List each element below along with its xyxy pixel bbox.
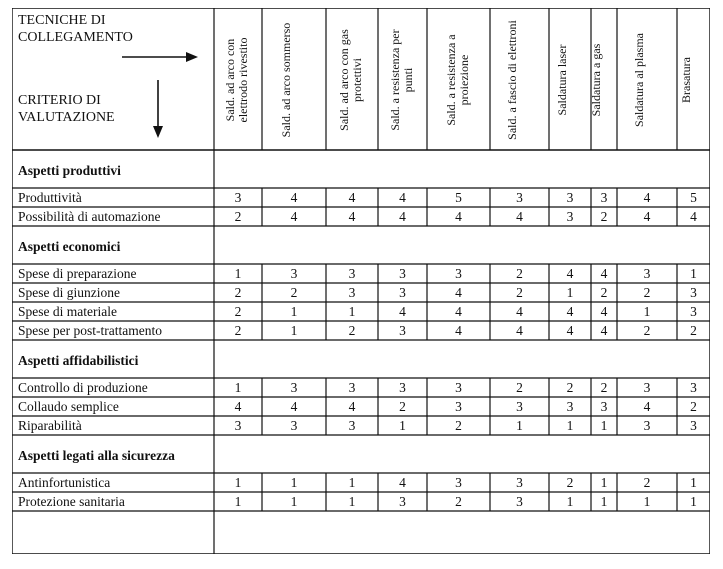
table-cell: 1 [234,475,242,490]
table-cell: 2 [643,323,651,338]
table-cell: 1 [643,494,651,509]
row-label: Spese di materiale [18,304,117,319]
table-cell: 4 [566,266,574,281]
table-cell: 3 [348,285,356,300]
table-cell: 4 [348,190,356,205]
table-cell: 5 [690,190,697,205]
table-cell: 3 [566,399,574,414]
table-cell: 1 [566,418,574,433]
table-cell: 2 [234,209,242,224]
row-label: Protezione sanitaria [18,494,125,509]
table-cell: 2 [399,399,406,414]
right-arrow-icon [122,50,198,64]
table-cell: 1 [690,266,697,281]
table-cell: 3 [290,418,298,433]
down-arrow-icon [151,80,165,138]
table-cell: 4 [516,323,523,338]
table-cell: 2 [600,209,608,224]
table-cell: 3 [455,475,462,490]
row-label: Controllo di produzione [18,380,148,395]
table-cell: 2 [643,475,651,490]
section-title: Aspetti economici [18,239,121,254]
column-header: Sald. a resistenza per punti [387,29,415,131]
row-label: Produttività [18,190,82,205]
row-label: Riparabilità [18,418,82,433]
table-cell: 1 [690,475,697,490]
table-cell: 3 [290,380,298,395]
table-cell: 4 [399,475,406,490]
table-cell: 2 [690,399,697,414]
table-cell: 3 [234,418,242,433]
table-cell: 4 [234,399,242,414]
table-cell: 2 [600,380,608,395]
table-cell: 1 [234,494,242,509]
evaluation-table [12,8,710,554]
table-cell: 3 [690,380,697,395]
table-cell: 3 [566,209,574,224]
corner-top-line2: COLLEGAMENTO [18,30,133,45]
table-cell: 1 [566,494,574,509]
table-cell: 2 [234,323,242,338]
section-title: Aspetti affidabilistici [18,353,139,368]
table-cell: 4 [690,209,697,224]
corner-top-label [18,12,133,46]
table-cell: 4 [600,323,608,338]
section-title: Aspetti produttivi [18,163,121,178]
table-cell: 1 [516,418,523,433]
table-cell: 3 [690,418,697,433]
table-cell: 2 [234,304,242,319]
table-cell: 4 [566,304,574,319]
table-cell: 3 [455,399,462,414]
row-label: Spese di preparazione [18,266,137,281]
table-cell: 4 [290,209,298,224]
table-cell: 4 [348,399,356,414]
table-cell: 3 [516,494,523,509]
table-cell: 4 [566,323,574,338]
table-cell: 1 [600,418,608,433]
table-cell: 3 [516,399,523,414]
table-cell: 2 [516,266,523,281]
table-cell: 3 [399,380,406,395]
row-label: Collaudo semplice [18,399,119,414]
table-cell: 1 [290,494,298,509]
table-cell: 3 [455,380,462,395]
table-cell: 1 [643,304,651,319]
table-cell: 1 [566,285,574,300]
table-cell: 3 [643,418,651,433]
column-header: Saldatura al plasma [632,33,646,127]
table-cell: 2 [690,323,697,338]
table-cell: 2 [566,475,574,490]
column-header: Saldatura laser [555,44,569,116]
corner-bottom-label [18,92,115,126]
row-label: Antinfortunistica [18,475,111,490]
table-cell: 4 [455,209,462,224]
table-cell: 4 [348,209,356,224]
table-cell: 3 [399,285,406,300]
section-title: Aspetti legati alla sicurezza [18,448,175,463]
table-cell: 4 [455,285,462,300]
table-cell: 4 [455,304,462,319]
table-cell: 3 [399,266,406,281]
table-cell: 3 [455,266,462,281]
table-cell: 4 [290,399,298,414]
table-cell: 4 [600,266,608,281]
table-cell: 2 [566,380,574,395]
table-cell: 2 [290,285,298,300]
column-header: Saldatura a gas [589,43,603,117]
table-cell: 4 [399,209,406,224]
table-cell: 4 [600,304,608,319]
corner-bottom-line1: CRITERIO DI [18,93,101,108]
table-cell: 2 [348,323,356,338]
table-cell: 3 [643,380,651,395]
table-cell: 1 [290,304,298,319]
table-cell: 4 [643,399,651,414]
table-cell: 1 [290,475,298,490]
table-cell: 3 [348,380,356,395]
table-cell: 1 [600,494,608,509]
table-cell: 1 [399,418,406,433]
table-cell: 4 [290,190,298,205]
table-cell: 4 [643,209,651,224]
table-cell: 4 [399,304,406,319]
row-label: Spese di giunzione [18,285,120,300]
table-cell: 2 [455,494,462,509]
column-header: Sald. ad arco con elettrodo rivestito [223,37,250,123]
table-cell: 4 [455,323,462,338]
table-cell: 4 [643,190,651,205]
table-cell: 3 [643,266,651,281]
table-cell: 1 [234,380,242,395]
table-cell: 3 [690,304,697,319]
table-cell: 3 [399,323,406,338]
table-cell: 1 [234,266,242,281]
corner-top-line1: TECNICHE DI [18,13,106,28]
row-label: Possibilità di automazione [18,209,161,224]
column-header: Sald. ad arco sommerso [279,22,293,138]
column-header: Sald. ad arco con gas protettivi [337,29,364,131]
table-cell: 2 [516,380,523,395]
table-cell: 4 [399,190,406,205]
table-cell: 2 [234,285,242,300]
column-header: Sald. a resistenza a proiezione [443,34,471,126]
table-cell: 1 [348,304,356,319]
table-cell: 2 [643,285,651,300]
table-cell: 3 [516,475,523,490]
table-cell: 3 [234,190,242,205]
table-cell: 1 [600,475,608,490]
table-cell: 5 [455,190,462,205]
column-header: Sald. a fascio di elettroni [504,20,519,140]
row-label: Spese per post-trattamento [18,323,162,338]
table-cell: 1 [690,494,697,509]
corner-bottom-line2: VALUTAZIONE [18,110,115,125]
table-cell: 3 [690,285,697,300]
table-cell: 3 [516,190,523,205]
table-cell: 3 [348,418,356,433]
table-cell: 3 [399,494,406,509]
table-cell: 4 [516,209,523,224]
table-cell: 3 [290,266,298,281]
table-cell: 3 [600,190,608,205]
table-cell: 1 [348,475,356,490]
column-header: Brasatura [678,57,693,103]
table-cell: 2 [600,285,608,300]
table-cell: 3 [566,190,574,205]
table-cell: 2 [455,418,462,433]
table-cell: 1 [290,323,298,338]
table-cell: 3 [600,399,608,414]
table-cell: 1 [348,494,356,509]
table-cell: 3 [348,266,356,281]
table-cell: 4 [516,304,523,319]
table-cell: 2 [516,285,523,300]
